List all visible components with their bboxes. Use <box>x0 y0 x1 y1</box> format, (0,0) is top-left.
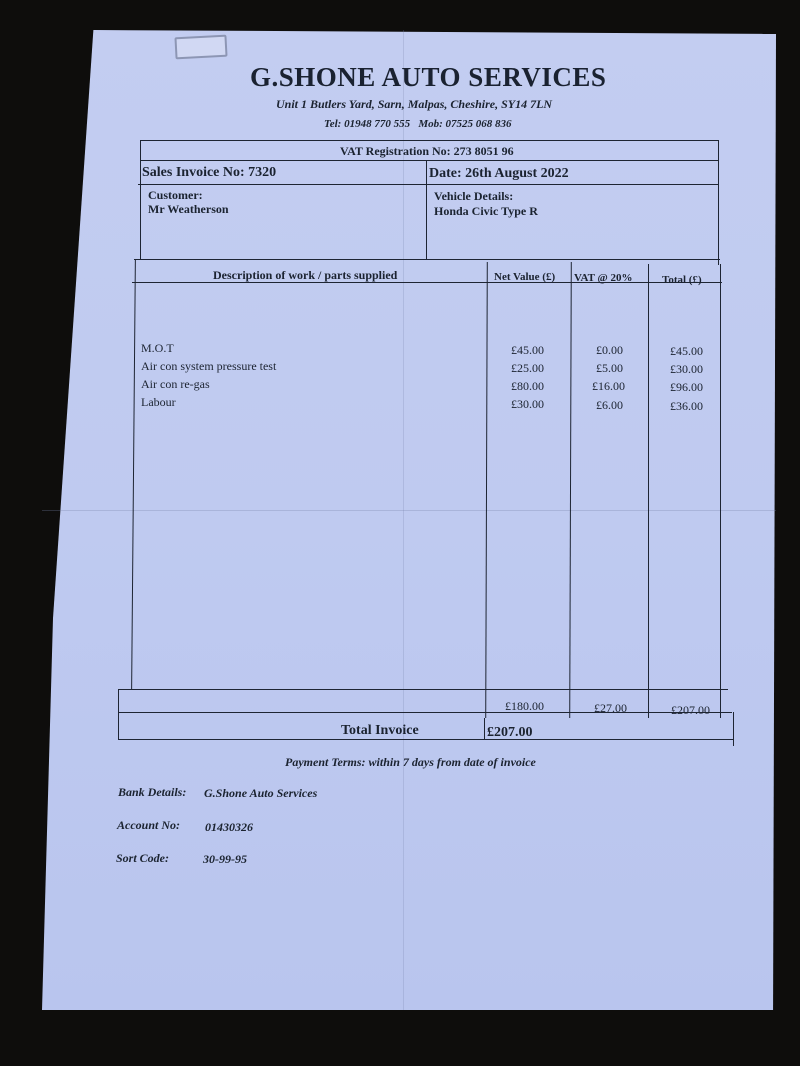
bank-details-value: G.Shone Auto Services <box>204 786 318 800</box>
vat-registration-label: VAT Registration No: <box>340 144 451 158</box>
company-name: G.SHONE AUTO SERVICES <box>250 62 607 92</box>
account-number-label: Account No: <box>117 818 180 832</box>
row-2-total: £30.00 <box>670 362 703 376</box>
date-label: Date: <box>429 166 462 181</box>
row-3-total: £96.00 <box>670 380 703 394</box>
vat-row-border <box>140 160 719 161</box>
bank-details-label: Bank Details: <box>118 785 187 799</box>
invoice-row-border <box>138 184 719 185</box>
row-4-vat: £6.00 <box>596 398 623 412</box>
subtotal-total: £207.00 <box>671 703 710 717</box>
total-box-right <box>733 712 734 746</box>
customer-label: Customer: <box>148 188 203 202</box>
account-number-value: 01430326 <box>205 820 253 834</box>
row-3-vat: £16.00 <box>592 379 625 393</box>
table-top-border <box>134 259 720 260</box>
sort-code-value: 30-99-95 <box>203 852 247 866</box>
header-description: Description of work / parts supplied <box>213 268 398 282</box>
tel-label: Tel: <box>324 118 342 130</box>
box-middle-divider <box>426 160 427 260</box>
row-2-net: £25.00 <box>511 361 544 375</box>
invoice-date <box>429 166 569 182</box>
total-box-left <box>118 689 119 739</box>
company-address: Unit 1 Butlers Yard, Sarn, Malpas, Cheshire, SY14 7LN <box>276 97 553 111</box>
staple-mark <box>174 35 227 60</box>
box-left-border <box>140 140 141 260</box>
row-4-total: £36.00 <box>670 399 703 413</box>
subtotal-net: £180.00 <box>505 699 544 713</box>
mob-label: Mob: <box>418 118 443 130</box>
row-4-description: Labour <box>141 395 176 409</box>
vat-registration <box>340 144 514 159</box>
header-total: Total (£) <box>662 274 702 286</box>
header-net-value: Net Value (£) <box>494 271 556 283</box>
fold-crease-vertical <box>403 30 404 1010</box>
total-invoice-value: £207.00 <box>487 725 533 740</box>
vehicle-details: Honda Civic Type R <box>434 204 538 218</box>
payment-terms: Payment Terms: within 7 days from date of invoice <box>285 755 536 769</box>
fold-crease-horizontal <box>42 510 776 511</box>
row-3-net: £80.00 <box>511 379 544 393</box>
header-vat: VAT @ 20% <box>574 272 633 284</box>
row-4-net: £30.00 <box>511 397 544 411</box>
company-phone-line <box>324 118 512 130</box>
sales-invoice-number <box>142 165 276 181</box>
box-right-border <box>718 140 719 265</box>
total-invoice-label: Total Invoice <box>341 723 419 738</box>
date-value: 26th August 2022 <box>465 166 569 181</box>
customer-name: Mr Weatherson <box>148 202 229 216</box>
tel-number: 01948 770 555 <box>344 118 411 130</box>
row-1-net: £45.00 <box>511 343 544 357</box>
row-1-vat: £0.00 <box>596 343 623 357</box>
total-box-divider <box>484 718 485 740</box>
row-1-total: £45.00 <box>670 344 703 358</box>
subtotal-vat: £27.00 <box>594 701 627 715</box>
row-1-description: M.O.T <box>141 341 174 355</box>
mob-number: 07525 068 836 <box>445 118 512 130</box>
row-2-vat: £5.00 <box>596 361 623 375</box>
table-bottom-border <box>118 712 732 713</box>
vehicle-label: Vehicle Details: <box>434 189 514 203</box>
invoice-label: Sales Invoice No: <box>142 165 245 180</box>
table-col-divider-total <box>648 264 649 718</box>
table-subtotal-border <box>118 689 728 690</box>
row-2-description: Air con system pressure test <box>141 359 277 373</box>
vat-registration-number: 273 8051 96 <box>453 144 514 158</box>
total-box-bottom <box>118 739 734 740</box>
table-right-border <box>720 264 721 718</box>
box-top-border <box>140 140 719 141</box>
sort-code-label: Sort Code: <box>116 851 170 865</box>
invoice-number: 7320 <box>248 165 277 180</box>
row-3-description: Air con re-gas <box>141 377 210 391</box>
